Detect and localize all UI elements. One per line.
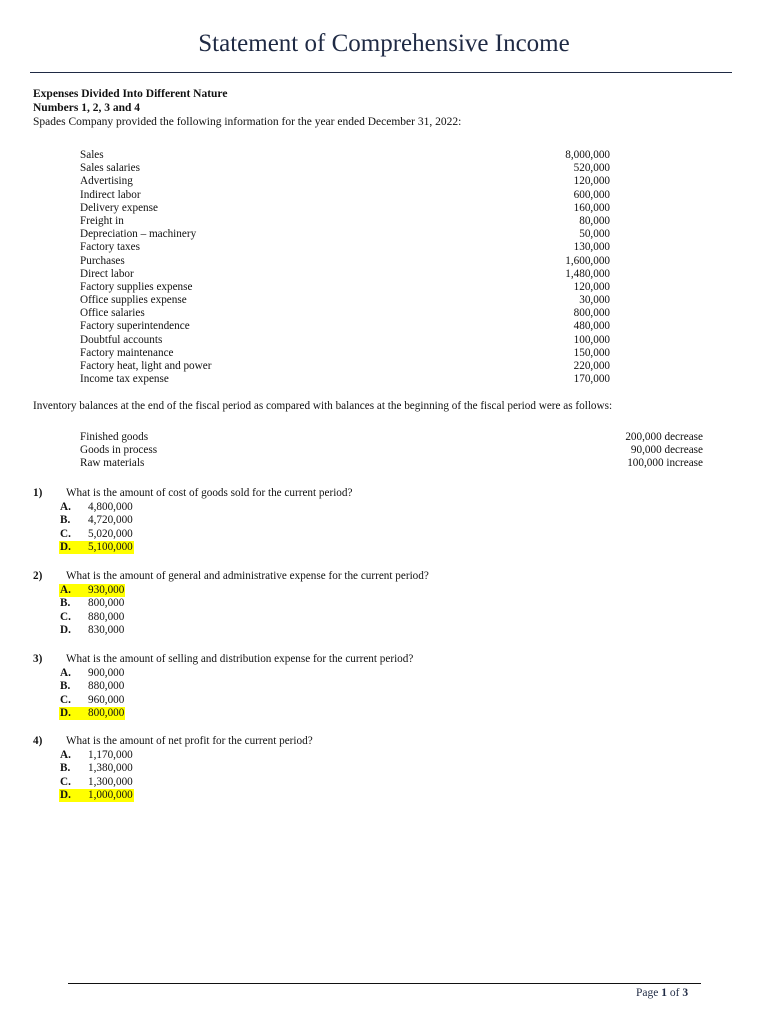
choice-value: 5,100,000	[88, 540, 133, 553]
answer-choice	[33, 680, 733, 693]
account-value: 520,000	[573, 162, 610, 175]
account-value: 480,000	[573, 320, 610, 333]
choice-letter: A.	[60, 667, 71, 679]
answer-choice	[33, 624, 733, 637]
choice-value: 930,000	[88, 584, 125, 596]
account-row	[80, 347, 610, 360]
answer-choice-highlighted	[33, 541, 733, 554]
answer-choice	[33, 749, 733, 762]
answer-choices	[33, 584, 733, 637]
page-number: 1	[661, 987, 667, 999]
account-value: 170,000	[573, 373, 610, 386]
choice-letter: C.	[60, 527, 71, 540]
account-label: Office salaries	[80, 307, 145, 320]
account-label: Depreciation – machinery	[80, 228, 197, 241]
answer-choices	[33, 749, 733, 802]
question-block	[33, 569, 733, 637]
account-label: Office supplies expense	[80, 294, 187, 307]
page-footer	[636, 987, 688, 999]
choice-letter: C.	[60, 610, 71, 623]
title-divider	[30, 72, 732, 73]
account-label: Income tax expense	[80, 373, 169, 386]
account-row	[80, 228, 610, 241]
account-row	[80, 189, 610, 202]
choice-letter: B.	[60, 680, 71, 693]
choice-value: 800,000	[88, 706, 125, 719]
account-row	[80, 162, 610, 175]
account-row	[80, 334, 610, 347]
account-value: 8,000,000	[565, 149, 610, 161]
inventory-row	[80, 457, 703, 470]
answer-choice	[33, 597, 733, 610]
choice-value: 1,380,000	[88, 762, 133, 775]
choice-letter: C.	[60, 693, 71, 706]
account-label: Sales salaries	[80, 162, 140, 175]
choice-value: 880,000	[88, 610, 125, 623]
account-value: 1,600,000	[565, 254, 610, 267]
answer-choice-highlighted	[33, 707, 733, 720]
choice-value: 960,000	[88, 693, 125, 706]
choice-value: 880,000	[88, 680, 125, 693]
question-line	[33, 734, 733, 748]
answer-choice-highlighted	[33, 789, 733, 802]
question-line	[33, 486, 733, 500]
inventory-row	[80, 444, 703, 457]
choice-letter: A.	[60, 501, 71, 513]
account-row	[80, 373, 610, 386]
account-value: 220,000	[573, 360, 610, 372]
account-row	[80, 175, 610, 188]
question-line	[33, 652, 733, 666]
choice-value: 1,300,000	[88, 775, 133, 788]
account-value: 120,000	[573, 280, 610, 293]
account-value: 80,000	[579, 214, 610, 227]
answer-choice	[33, 776, 733, 789]
account-value: 100,000	[573, 333, 610, 346]
question-text: What is the amount of cost of goods sold for the current period?	[66, 487, 353, 499]
account-value: 160,000	[573, 201, 610, 214]
answer-choice	[33, 667, 733, 680]
footer-divider	[68, 983, 701, 984]
answer-choice	[33, 501, 733, 514]
account-row	[80, 255, 610, 268]
account-label: Factory superintendence	[80, 320, 190, 333]
answer-choice	[33, 762, 733, 775]
section-subheading: Numbers 1, 2, 3 and 4	[33, 102, 141, 114]
choice-value: 4,800,000	[88, 501, 133, 513]
account-value: 800,000	[573, 307, 610, 320]
question-text: What is the amount of selling and distribution expense for the current period?	[66, 653, 414, 665]
inventory-intro: Inventory balances at the end of the fiscal period as compared with balances at the beginning of the fiscal period were as follows:	[33, 400, 613, 412]
account-label: Purchases	[80, 254, 125, 267]
account-label: Delivery expense	[80, 201, 158, 214]
question-text: What is the amount of general and administrative expense for the current period?	[66, 570, 429, 582]
answer-choice	[33, 694, 733, 707]
choice-value: 830,000	[88, 623, 125, 636]
choice-letter: B.	[60, 762, 71, 775]
account-row	[80, 307, 610, 320]
answer-choices	[33, 501, 733, 554]
choice-letter: D.	[60, 623, 71, 636]
question-number: 2)	[33, 570, 43, 582]
account-row	[80, 202, 610, 215]
inventory-label: Goods in process	[80, 444, 158, 457]
account-row	[80, 149, 610, 162]
of-word: of	[669, 987, 680, 999]
account-value: 130,000	[573, 241, 610, 254]
account-value: 50,000	[579, 228, 610, 241]
choice-value: 1,170,000	[88, 749, 133, 761]
account-label: Factory taxes	[80, 241, 140, 254]
question-block	[33, 734, 733, 802]
choice-letter: A.	[59, 584, 87, 597]
section-heading: Expenses Divided Into Different Nature	[33, 88, 228, 100]
question-number: 1)	[33, 487, 43, 499]
account-label: Freight in	[80, 214, 124, 227]
choice-value: 900,000	[88, 667, 125, 679]
choice-value: 1,000,000	[88, 788, 133, 801]
account-label: Indirect labor	[80, 188, 141, 201]
account-value: 1,480,000	[565, 267, 610, 280]
account-list	[80, 149, 610, 386]
question-line	[33, 569, 733, 583]
question-block	[33, 486, 733, 554]
account-value: 30,000	[579, 294, 610, 307]
answer-choice	[33, 514, 733, 527]
choice-value: 800,000	[88, 597, 125, 610]
choice-letter: B.	[60, 514, 71, 527]
inventory-row	[80, 431, 703, 444]
inventory-change: 200,000 decrease	[625, 431, 703, 443]
inventory-label: Finished goods	[80, 431, 149, 443]
account-row	[80, 360, 610, 373]
choice-letter: C.	[60, 775, 71, 788]
intro-text: Spades Company provided the following information for the year ended December 31, 2022:	[33, 116, 462, 128]
account-label: Sales	[80, 149, 104, 161]
account-label: Doubtful accounts	[80, 333, 163, 346]
account-label: Direct labor	[80, 267, 134, 280]
choice-value: 4,720,000	[88, 514, 133, 527]
inventory-label: Raw materials	[80, 457, 145, 470]
choice-letter: A.	[60, 749, 71, 761]
choice-letter: D.	[59, 541, 87, 554]
page-word: Page	[636, 987, 659, 999]
question-number: 3)	[33, 653, 43, 665]
account-label: Factory maintenance	[80, 346, 174, 359]
inventory-change: 100,000 increase	[627, 457, 703, 470]
question-number: 4)	[33, 735, 43, 747]
answer-choices	[33, 667, 733, 720]
answer-choice	[33, 528, 733, 541]
account-value: 600,000	[573, 188, 610, 201]
choice-value: 5,020,000	[88, 527, 133, 540]
account-row	[80, 320, 610, 333]
answer-choice-highlighted	[33, 584, 733, 597]
question-block	[33, 652, 733, 720]
account-row	[80, 268, 610, 281]
inventory-list	[80, 431, 703, 471]
page-total: 3	[682, 987, 689, 999]
account-label: Factory supplies expense	[80, 280, 193, 293]
answer-choice	[33, 611, 733, 624]
account-value: 120,000	[573, 175, 610, 188]
choice-letter: B.	[60, 597, 71, 610]
account-label: Advertising	[80, 175, 133, 188]
account-row	[80, 294, 610, 307]
account-row	[80, 215, 610, 228]
account-label: Factory heat, light and power	[80, 360, 212, 372]
account-value: 150,000	[573, 346, 610, 359]
inventory-change: 90,000 decrease	[630, 444, 703, 457]
page-title: Statement of Comprehensive Income	[198, 30, 570, 57]
choice-letter: D.	[59, 707, 87, 720]
question-text: What is the amount of net profit for the current period?	[66, 735, 313, 747]
account-row	[80, 281, 610, 294]
account-row	[80, 241, 610, 254]
choice-letter: D.	[59, 789, 87, 802]
